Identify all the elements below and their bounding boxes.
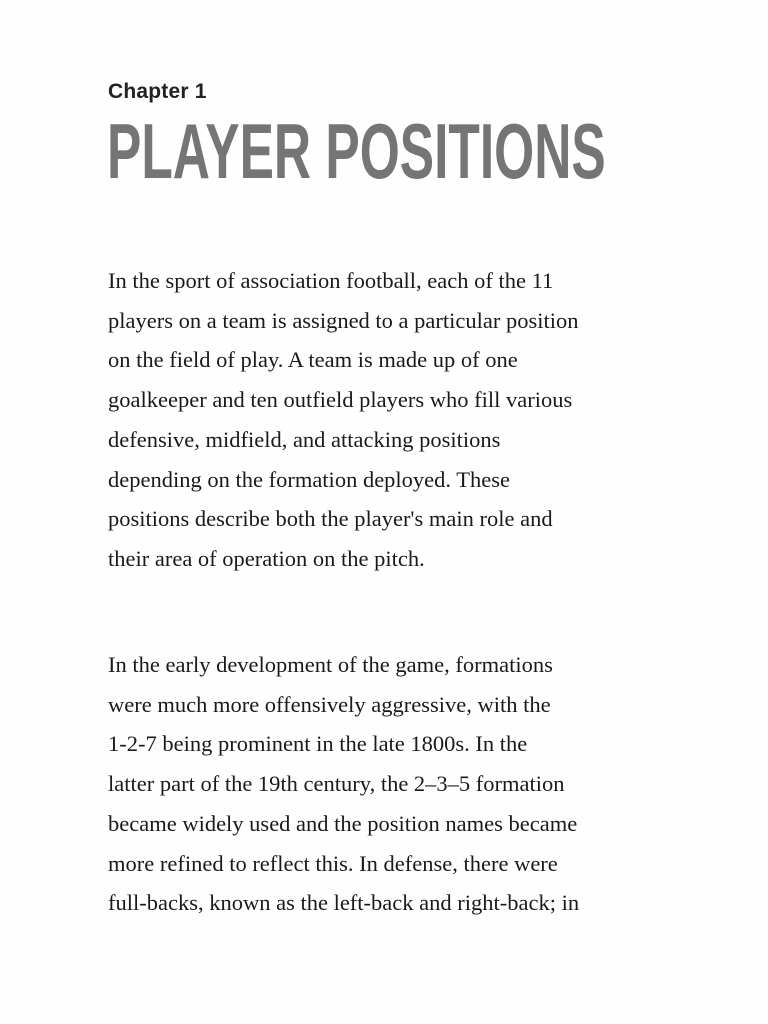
body-paragraph-2 xyxy=(108,645,708,923)
text-line: depending on the formation deployed. These xyxy=(108,466,510,492)
text-line: more refined to reflect this. In defense, there were xyxy=(108,850,558,876)
text-line: on the field of play. A team is made up of one xyxy=(108,347,518,373)
text-line: 1-2-7 being prominent in the late 1800s. In the xyxy=(108,731,528,757)
text-line: players on a team is assigned to a particular position xyxy=(108,307,579,333)
text-line: In the sport of association football, each of the 11 xyxy=(108,268,554,293)
text-line: became widely used and the position names became xyxy=(108,810,578,836)
chapter-number-label: Chapter 1 xyxy=(108,80,207,103)
text-line: latter part of the 19th century, the 2–3–5 formation xyxy=(108,771,565,797)
body-paragraph-1 xyxy=(108,261,708,579)
text-line: defensive, midfield, and attacking positions xyxy=(108,426,501,452)
text-line: In the early development of the game, formations xyxy=(108,652,553,677)
text-line: full-backs, known as the left-back and right-back; in xyxy=(108,890,580,916)
text-line: were much more offensively aggressive, with the xyxy=(108,691,551,717)
chapter-title: PLAYER POSITIONS xyxy=(107,107,606,195)
text-line: positions describe both the player's main role and xyxy=(108,506,553,532)
text-line: goalkeeper and ten outfield players who fill various xyxy=(108,387,573,413)
text-line: their area of operation on the pitch. xyxy=(108,545,425,571)
